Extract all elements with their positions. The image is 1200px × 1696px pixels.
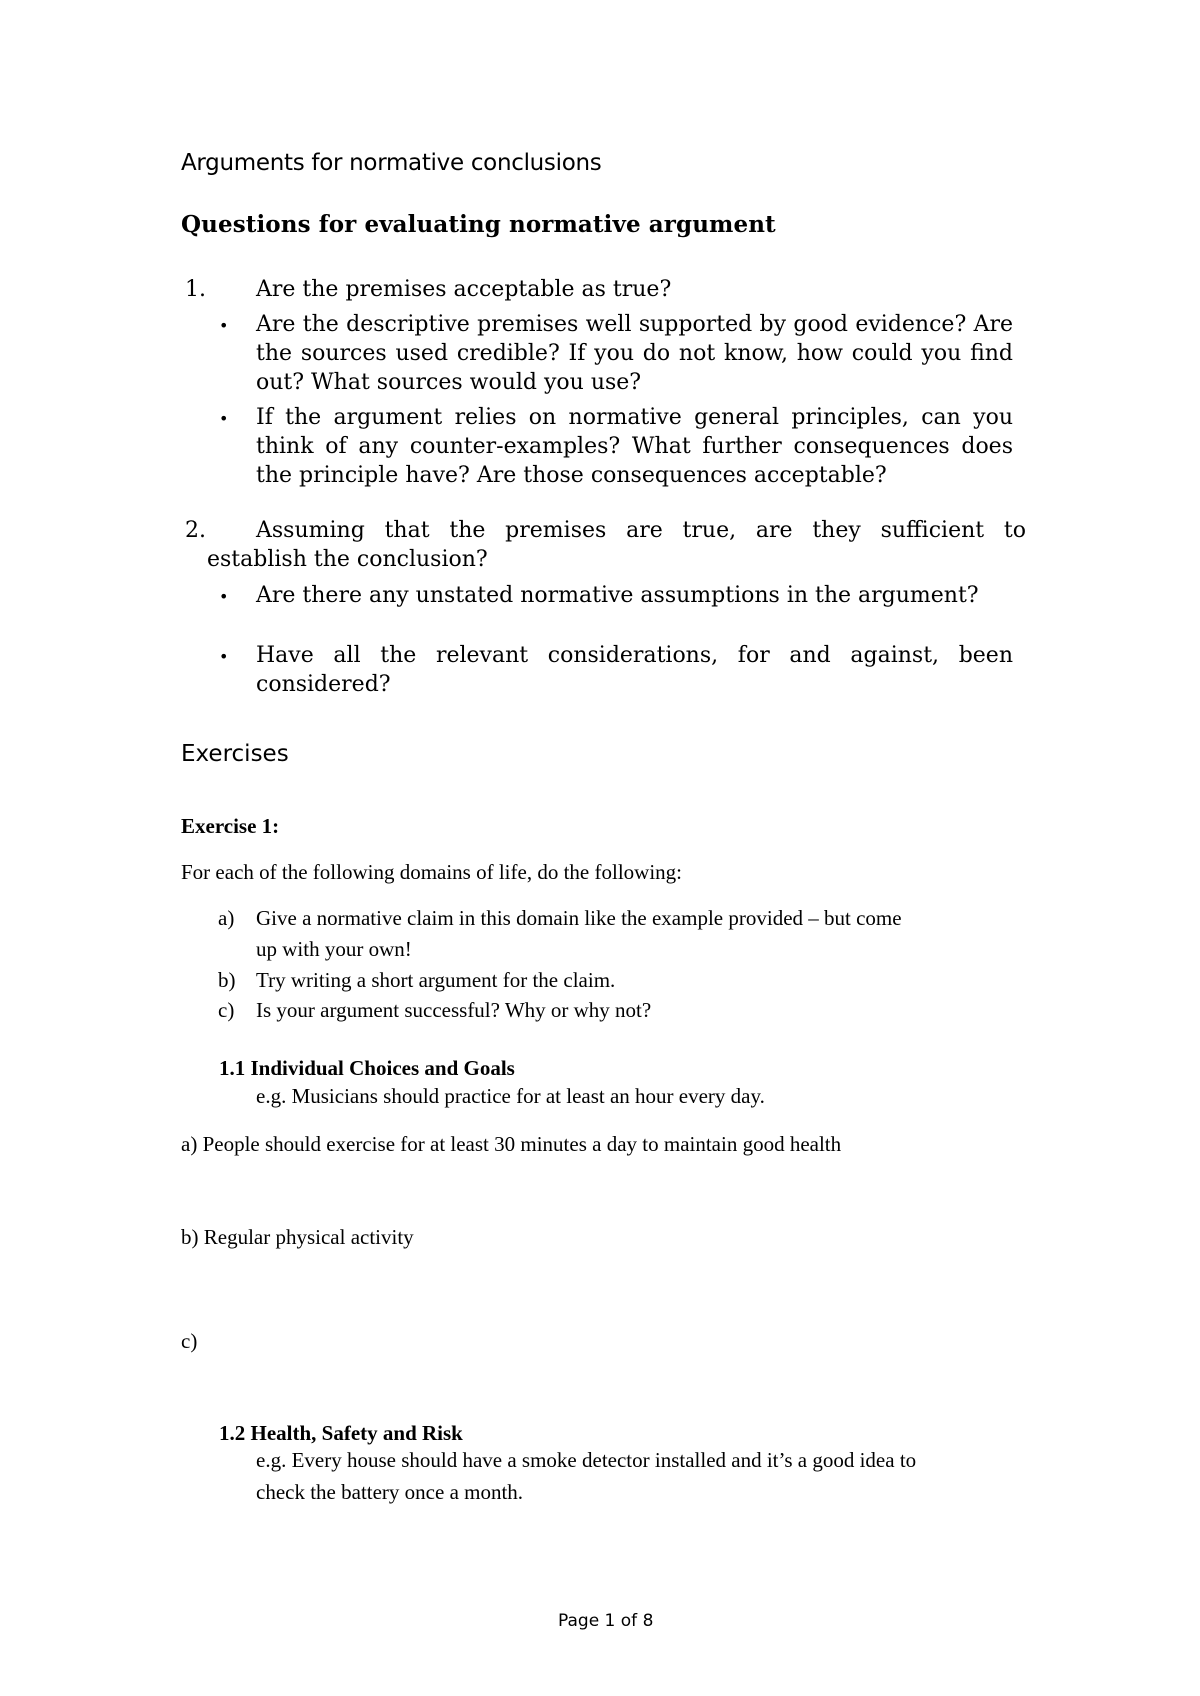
question-2-text-line1: Assuming that the premises are true, are they sufficient to (256, 518, 1026, 543)
exercises-heading: Exercises (181, 741, 289, 767)
section-1-1-example: e.g. Musicians should practice for at least an hour every day. (256, 1084, 765, 1108)
q2-bullet-1-text: Are there any unstated normative assumptions in the argument? (256, 583, 979, 608)
section-1-2-title: 1.2 Health, Safety and Risk (219, 1421, 463, 1445)
q1-bullet-2 (256, 403, 1013, 490)
document-title: Arguments for normative conclusions (181, 150, 602, 176)
answer-b: b) Regular physical activity (181, 1225, 414, 1249)
q1-bullet-1-text: Are the descriptive premises well supported by good evidence? Are the sources used credible? If you do not know, how could you find out? What sources would you use? (256, 312, 1013, 395)
section-1-1-title: 1.1 Individual Choices and Goals (219, 1056, 515, 1080)
q2-bullet-1 (256, 581, 1013, 610)
section-1-2-example-line1: e.g. Every house should have a smoke detector installed and it’s a good idea to (256, 1448, 917, 1472)
q2-bullet-2-text: Have all the relevant considerations, for and against, been considered? (256, 643, 1013, 697)
question-2-text-line2: establish the conclusion? (207, 547, 488, 572)
question-1-text: Are the premises acceptable as true? (256, 277, 672, 302)
question-1-number: 1. (185, 277, 206, 302)
bullet-icon: • (219, 647, 229, 666)
page-footer: Page 1 of 8 (558, 1611, 654, 1631)
exercise-1-label: Exercise 1: (181, 814, 280, 838)
bullet-icon: • (219, 587, 229, 606)
section-1-2-example-line2: check the battery once a month. (256, 1480, 524, 1504)
bullet-icon: • (219, 316, 229, 335)
task-a-line2: up with your own! (256, 937, 412, 961)
task-c-label: c) (218, 998, 235, 1022)
task-b-label: b) (218, 968, 236, 992)
task-c-line1: Is your argument successful? Why or why not? (256, 998, 652, 1022)
answer-a: a) People should exercise for at least 30 minutes a day to maintain good health (181, 1132, 842, 1156)
bullet-icon: • (219, 409, 229, 428)
task-b-line1: Try writing a short argument for the claim. (256, 968, 616, 992)
task-a-line1: Give a normative claim in this domain like the example provided – but come (256, 906, 902, 930)
section-heading: Questions for evaluating normative argument (181, 211, 776, 238)
answer-c: c) (181, 1329, 198, 1353)
task-a-label: a) (218, 906, 235, 930)
question-2-number: 2. (185, 518, 206, 543)
exercise-1-intro: For each of the following domains of life, do the following: (181, 860, 682, 884)
q2-bullet-2 (256, 641, 1013, 699)
q1-bullet-2-text: If the argument relies on normative general principles, can you think of any counter-examples? What further consequences does the principle have? Are those consequences acceptable? (256, 405, 1013, 488)
q1-bullet-1 (256, 310, 1013, 397)
